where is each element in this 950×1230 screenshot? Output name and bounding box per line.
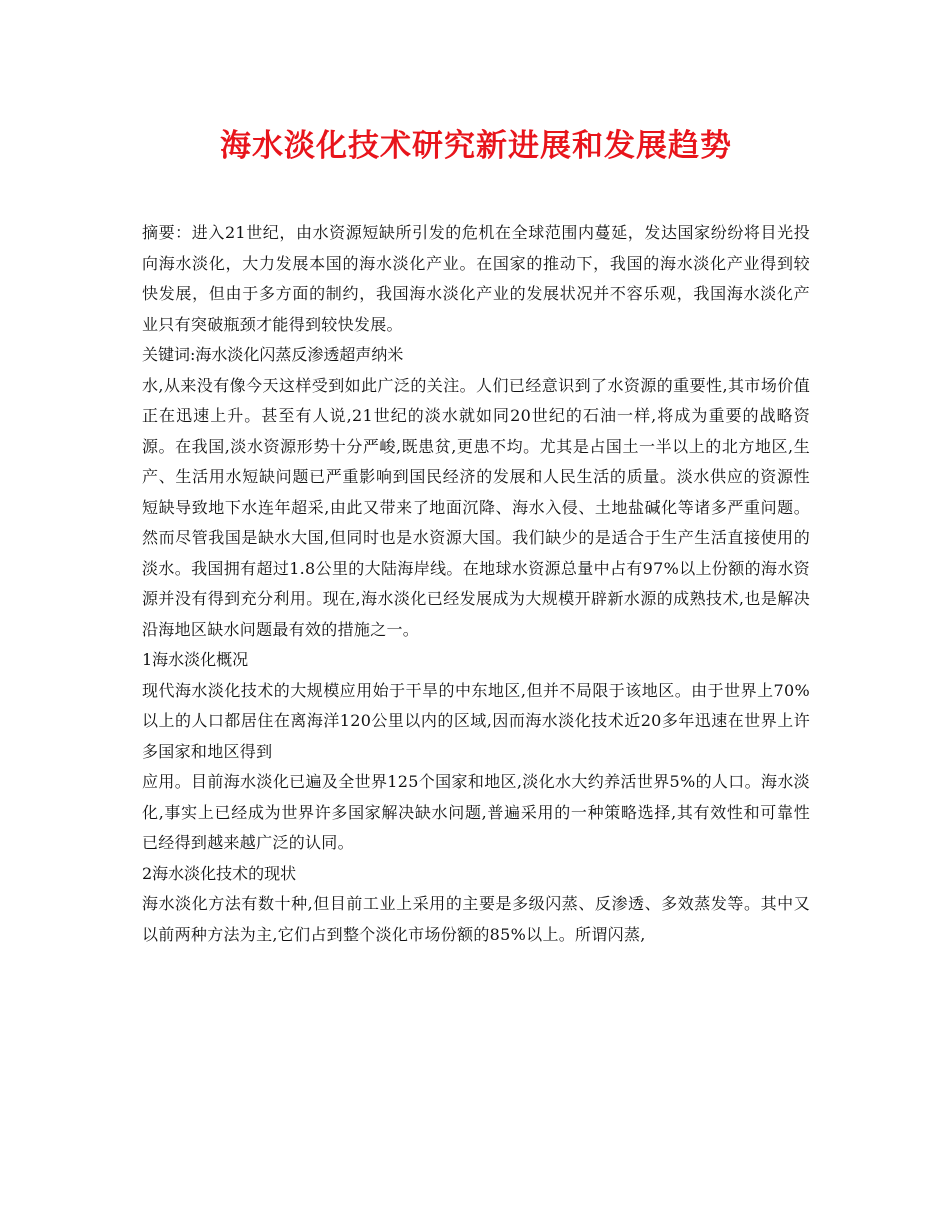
keywords-line: 关键词:海水淡化闪蒸反渗透超声纳米: [142, 345, 404, 364]
section-2-paragraph-1: 海水淡化方法有数十种,但目前工业上采用的主要是多级闪蒸、反渗透、多效蒸发等。其中又以前两种方法为主,它们占到整个淡化市场份额的85%以上。所谓闪蒸,: [142, 894, 810, 944]
abstract-paragraph: 摘要：进入21世纪，由水资源短缺所引发的危机在全球范围内蔓延，发达国家纷纷将目光投向海水淡化，大力发展本国的海水淡化产业。在国家的推动下，我国的海水淡化产业得到较快发展，但由于多方面的制约，我国海水淡化产业的发展状况并不容乐观，我国海水淡化产业只有突破瓶颈才能得到较快发展。: [142, 223, 810, 334]
intro-paragraph: 水,从来没有像今天这样受到如此广泛的关注。人们已经意识到了水资源的重要性,其市场价值正在迅速上升。甚至有人说,21世纪的淡水就如同20世纪的石油一样,将成为重要的战略资源。在我国,淡水资源形势十分严峻,既患贫,更患不均。尤其是占国土一半以上的北方地区,生产、生活用水短缺问题已严重影响到国民经济的发展和人民生活的质量。淡水供应的资源性短缺导致地下水连年超采,由此又带来了地面沉降、海水入侵、土地盐碱化等诸多严重问题。然而尽管我国是缺水大国,但同时也是水资源大国。我们缺少的是适合于生产生活直接使用的淡水。我国拥有超过1.8公里的大陆海岸线。在地球水资源总量中占有97%以上份额的海水资源并没有得到充分利用。现在,海水淡化已经发展成为大规模开辟新水源的成熟技术,也是解决沿海地区缺水问题最有效的措施之一。: [142, 375, 810, 639]
section-1-heading: 1海水淡化概况: [142, 650, 249, 669]
document-title: 海水淡化技术研究新进展和发展趋势: [220, 128, 732, 164]
section-2-heading: 2海水淡化技术的现状: [142, 863, 297, 883]
section-1-paragraph-2: 应用。目前海水淡化已遍及全世界125个国家和地区,淡化水大约养活世界5%的人口。海水淡化,事实上已经成为世界许多国家解决缺水问题,普遍采用的一种策略选择,其有效性和可靠性已经得到越来越广泛的认同。: [142, 772, 810, 852]
document-page: [142, 124, 810, 950]
section-1-paragraph-1: 现代海水淡化技术的大规模应用始于干旱的中东地区,但并不局限于该地区。由于世界上70%以上的人口都居住在离海洋120公里以内的区域,因而海水淡化技术近20多年迅速在世界上许多国家和地区得到: [142, 680, 810, 761]
